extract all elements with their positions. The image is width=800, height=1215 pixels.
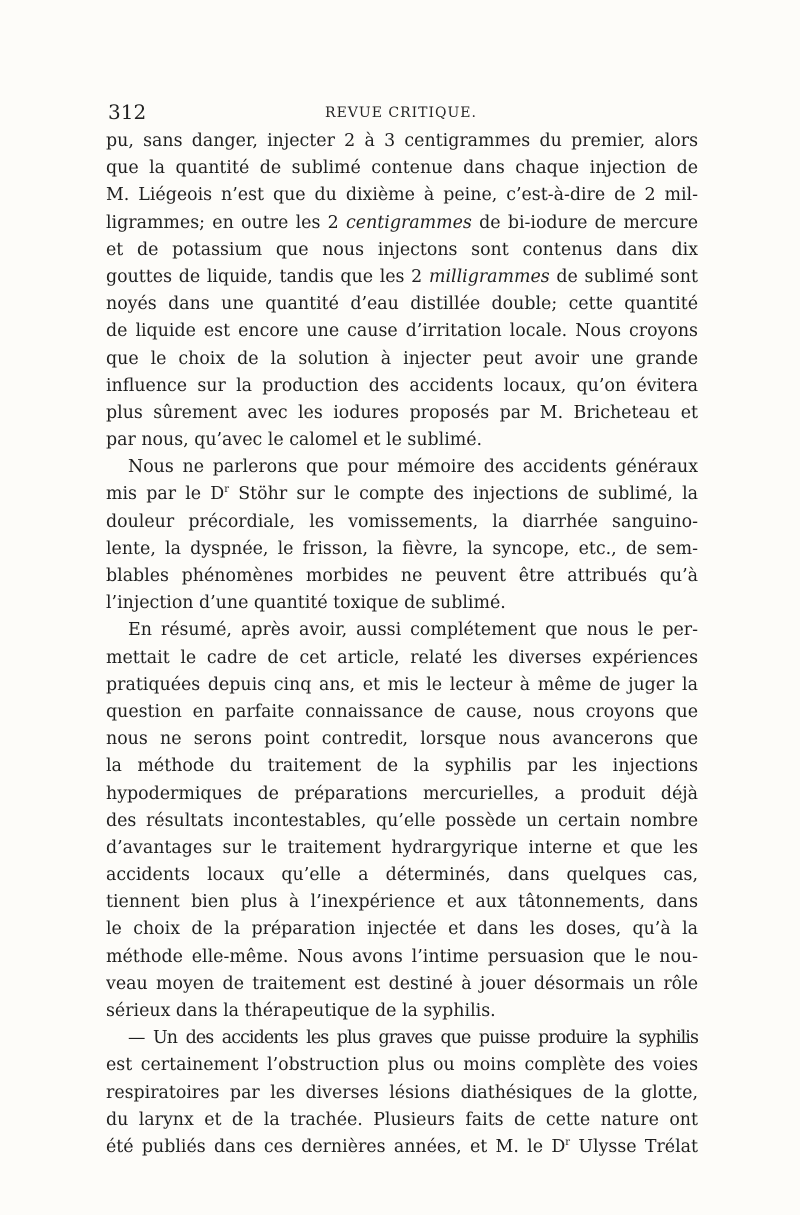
text-line (106, 1134, 698, 1161)
text-line: En résumé, après avoir, aussi complétement que nous le per- (128, 620, 698, 641)
text-line: l’injection d’une quantité toxique de sublimé. (106, 593, 506, 614)
text-line (106, 210, 698, 237)
text-segment: mis par le D (106, 484, 225, 505)
running-title: REVUE CRITIQUE. (325, 105, 477, 121)
text-line: lente, la dyspnée, le frisson, la fièvre, la syncope, etc., de sem- (106, 538, 698, 559)
text-line: noyés dans une quantité d’eau distillée double; cette quantité (106, 294, 698, 315)
text-line: mettait le cadre de cet article, relaté les diverses expériences (106, 647, 698, 668)
text-line: que la quantité de sublimé contenue dans chaque injection de (106, 158, 698, 179)
text-line: veau moyen de traitement est destiné à jouer désormais un rôle (106, 973, 698, 994)
text-segment: Stöhr sur le compte des injections de sublimé, la (229, 484, 698, 505)
text-segment: de sublimé sont (549, 266, 698, 287)
text-line: des résultats incontestables, qu’elle possède un certain nombre (106, 810, 698, 831)
text-line: hypodermiques de préparations mercurielles, a produit déjà (106, 783, 698, 804)
text-line: le choix de la préparation injectée et dans les doses, qu’à la (106, 919, 698, 940)
text-line: tiennent bien plus à l’inexpérience et aux tâtonnements, dans (106, 892, 698, 913)
text-line: accidents locaux qu’elle a déterminés, dans quelques cas, (106, 865, 698, 886)
text-line: sérieux dans la thérapeutique de la syphilis. (106, 1001, 496, 1021)
text-line (106, 264, 698, 291)
text-segment: ligrammes; en outre les 2 (106, 212, 347, 233)
text-line: plus sûrement avec les iodures proposés par M. Bricheteau et (106, 402, 698, 423)
text-segment: de bi-iodure de mercure (471, 212, 698, 233)
superscript-text: r (565, 1137, 571, 1149)
text-segment: Ulysse Trélat (570, 1136, 698, 1157)
text-line: influence sur la production des accidents locaux, qu’on évitera (106, 375, 698, 396)
text-line: Nous ne parlerons que pour mémoire des accidents généraux (128, 457, 698, 478)
text-line: que le choix de la solution à injecter peut avoir une grande (106, 348, 698, 369)
text-line: méthode elle-même. Nous avons l’intime persuasion que le nou- (106, 946, 698, 967)
italic-text: milligrammes (428, 266, 550, 287)
text-line: blables phénomènes morbides ne peuvent être attribués qu’à (106, 566, 698, 586)
text-line: et de potassium que nous injectons sont contenus dans dix (106, 239, 698, 260)
text-segment: été publiés dans ces dernières années, et M. le D (106, 1136, 566, 1157)
text-line: respiratoires par les diverses lésions diathésiques de la glotte, (106, 1082, 698, 1103)
text-line: douleur précordiale, les vomissements, la diarrhée sanguino- (106, 511, 698, 532)
body-text (106, 128, 698, 1161)
text-line: M. Liégeois n’est que du dixième à peine, c’est-à-dire de 2 mil- (106, 185, 698, 206)
text-segment: gouttes de liquide, tandis que les 2 (106, 266, 429, 287)
text-line (106, 481, 698, 508)
text-line: pratiquées depuis cinq ans, et mis le lecteur à même de juger la (106, 674, 698, 695)
page-number: 312 (108, 100, 147, 124)
text-line: du larynx et de la trachée. Plusieurs faits de cette nature ont (106, 1109, 698, 1130)
text-line: de liquide est encore une cause d’irritation locale. Nous croyons (106, 321, 698, 342)
italic-text: centigrammes (346, 212, 472, 233)
text-line: la méthode du traitement de la syphilis par les injections (106, 756, 698, 777)
text-line: par nous, qu’avec le calomel et le sublimé. (106, 430, 483, 451)
text-line: est certainement l’obstruction plus ou moins complète des voies (106, 1055, 698, 1076)
text-line: pu, sans danger, injecter 2 à 3 centigrammes du premier, alors (106, 131, 698, 151)
page-header (106, 100, 696, 126)
superscript-text: r (224, 484, 230, 496)
text-line: — Un des accidents les plus graves que puisse produire la syphilis (128, 1028, 698, 1049)
text-line: d’avantages sur le traitement hydrargyrique interne et que les (106, 837, 698, 858)
text-line: nous ne serons point contredit, lorsque nous avancerons que (106, 729, 698, 750)
text-line: question en parfaite connaissance de cause, nous croyons que (106, 701, 698, 722)
